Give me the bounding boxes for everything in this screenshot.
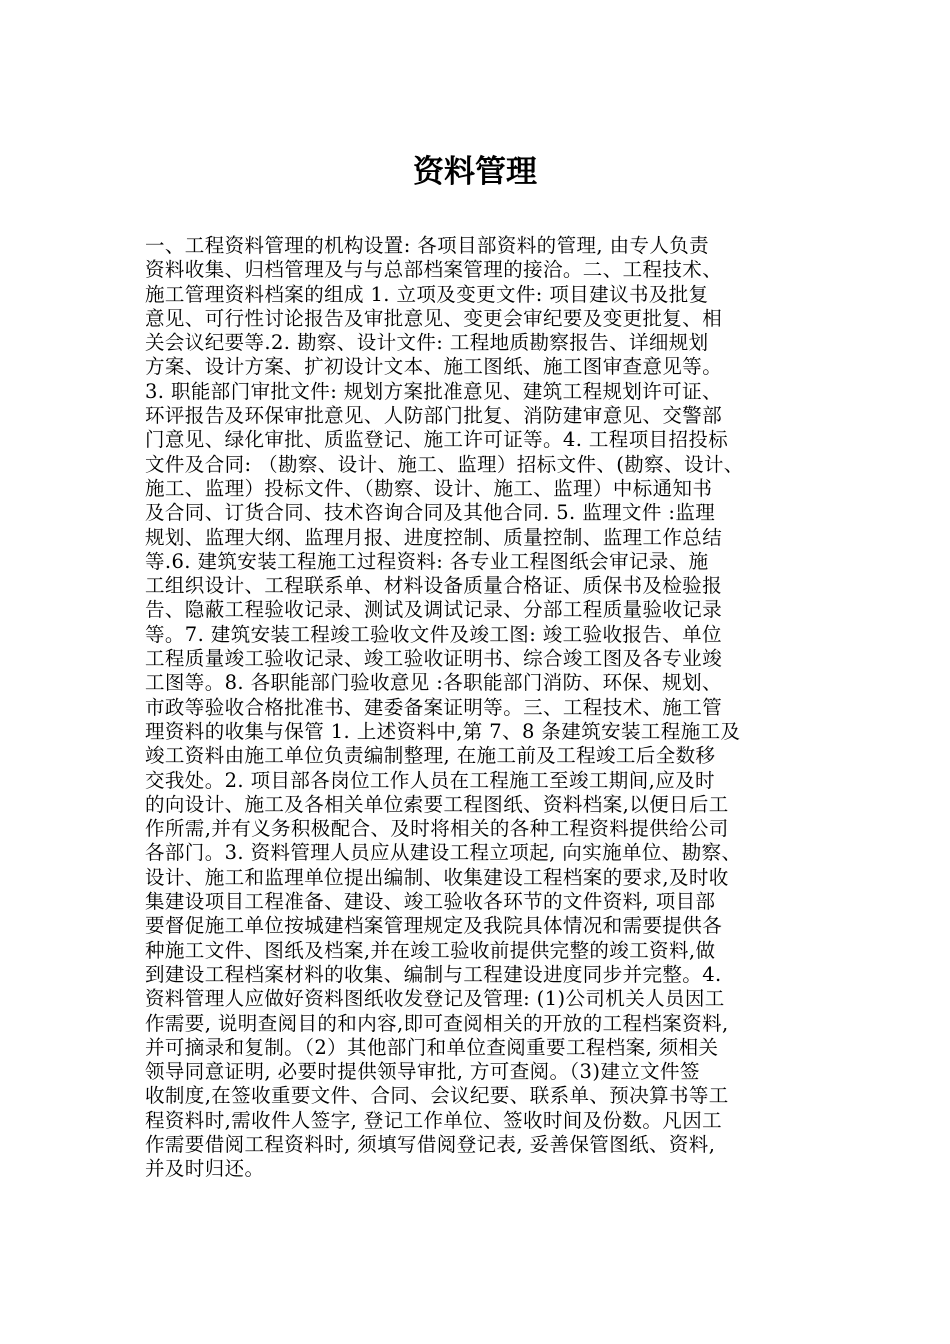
body-line: 规划、监理大纲、监理月报、进度控制、质量控制、监理工作总结 bbox=[145, 525, 723, 549]
document-title: 资料管理 bbox=[413, 154, 537, 190]
body-line: 作所需,并有义务积极配合、及时将相关的各种工程资料提供给公司 bbox=[145, 817, 729, 841]
body-line: 资料管理人应做好资料图纸收发登记及管理: (1)公司机关人员因工 bbox=[145, 987, 725, 1011]
body-line: 工程质量竣工验收记录、竣工验收证明书、综合竣工图及各专业竣 bbox=[145, 647, 723, 671]
body-line: 领导同意证明, 必要时提供领导审批, 方可查阅。（3)建立文件签 bbox=[145, 1060, 700, 1084]
body-line: 门意见、绿化审批、质监登记、施工许可证等。4. 工程项目招投标 bbox=[145, 428, 729, 452]
body-line: 方案、设计方案、扩初设计文本、施工图纸、施工图审查意见等。 bbox=[145, 355, 723, 379]
body-line: 程资料时,需收件人签字, 登记工作单位、签收时间及份数。凡因工 bbox=[145, 1108, 722, 1132]
body-line: 等.6. 建筑安装工程施工过程资料: 各专业工程图纸会审记录、施 bbox=[145, 549, 709, 573]
body-line: 文件及合同: （勘察、设计、施工、监理）招标文件、(勘察、设计、 bbox=[145, 452, 744, 476]
body-line: 设计、施工和监理单位提出编制、收集建设工程档案的要求,及时收 bbox=[145, 865, 729, 889]
body-line: 作需要借阅工程资料时, 须填写借阅登记表, 妥善保管图纸、资料, bbox=[145, 1132, 716, 1156]
body-line: 一、工程资料管理的机构设置: 各项目部资料的管理, 由专人负责 bbox=[145, 234, 710, 257]
body-line: 等。7. 建筑安装工程竣工验收文件及竣工图: 竣工验收报告、单位 bbox=[145, 622, 722, 646]
body-line: 告、隐蔽工程验收记录、测试及调试记录、分部工程质量验收记录 bbox=[145, 598, 723, 622]
body-line: 种施工文件、图纸及档案,并在竣工验收前提供完整的竣工资料,做 bbox=[145, 938, 716, 962]
body-line: 集建设项目工程准备、建设、竣工验收各环节的文件资料, 项目部 bbox=[145, 890, 716, 914]
body-line: 工图等。8. 各职能部门验收意见 :各职能部门消防、环保、规划、 bbox=[145, 671, 722, 695]
body-line: 环评报告及环保审批意见、人防部门批复、消防建审意见、交警部 bbox=[145, 404, 723, 428]
body-line: 资料收集、归档管理及与与总部档案管理的接洽。二、工程技术、 bbox=[145, 258, 723, 282]
body-line: 理资料的收集与保管 1. 上述资料中,第 7、8 条建筑安装工程施工及 bbox=[145, 719, 741, 743]
body-line: 意见、可行性讨论报告及审批意见、变更会审纪要及变更批复、相 bbox=[145, 306, 723, 330]
body-line: 的向设计、施工及各相关单位索要工程图纸、资料档案,以便日后工 bbox=[145, 792, 729, 816]
body-line: 并可摘录和复制。（2）其他部门和单位查阅重要工程档案, 须相关 bbox=[145, 1035, 719, 1059]
body-line: 收制度,在签收重要文件、合同、会议纪要、联系单、预决算书等工 bbox=[145, 1084, 729, 1108]
body-line: 市政等验收合格批准书、建委备案证明等。三、工程技术、施工管 bbox=[145, 695, 723, 719]
body-line: 关会议纪要等.2. 勘察、设计文件: 工程地质勘察报告、详细规划 bbox=[145, 331, 709, 355]
body-line: 3. 职能部门审批文件: 规划方案批准意见、建筑工程规划许可证、 bbox=[145, 379, 722, 403]
body-line: 工组织设计、工程联系单、材料设备质量合格证、质保书及检验报 bbox=[145, 574, 723, 598]
body-line: 作需要, 说明查阅目的和内容,即可查阅相关的开放的工程档案资料, bbox=[145, 1011, 729, 1035]
body-line: 交我处。2. 项目部各岗位工作人员在工程施工至竣工期间,应及时 bbox=[145, 768, 715, 792]
document-body bbox=[145, 234, 813, 1182]
body-line: 各部门。3. 资料管理人员应从建设工程立项起, 向实施单位、勘察、 bbox=[145, 841, 742, 865]
body-line: 施工管理资料档案的组成 1. 立项及变更文件: 项目建议书及批复 bbox=[145, 282, 709, 306]
body-line: 要督促施工单位按城建档案管理规定及我院具体情况和需要提供各 bbox=[145, 914, 723, 938]
body-line: 竣工资料由施工单位负责编制整理, 在施工前及工程竣工后全数移 bbox=[145, 744, 716, 768]
body-line: 并及时归还。 bbox=[145, 1157, 265, 1181]
body-line: 及合同、订货合同、技术咨询合同及其他合同. 5. 监理文件 :监理 bbox=[145, 501, 716, 525]
body-line: 到建设工程档案材料的收集、编制与工程建设进度同步并完整。4. bbox=[145, 962, 722, 986]
body-line: 施工、监理）投标文件、（勘察、设计、施工、监理）中标通知书 bbox=[145, 476, 713, 500]
